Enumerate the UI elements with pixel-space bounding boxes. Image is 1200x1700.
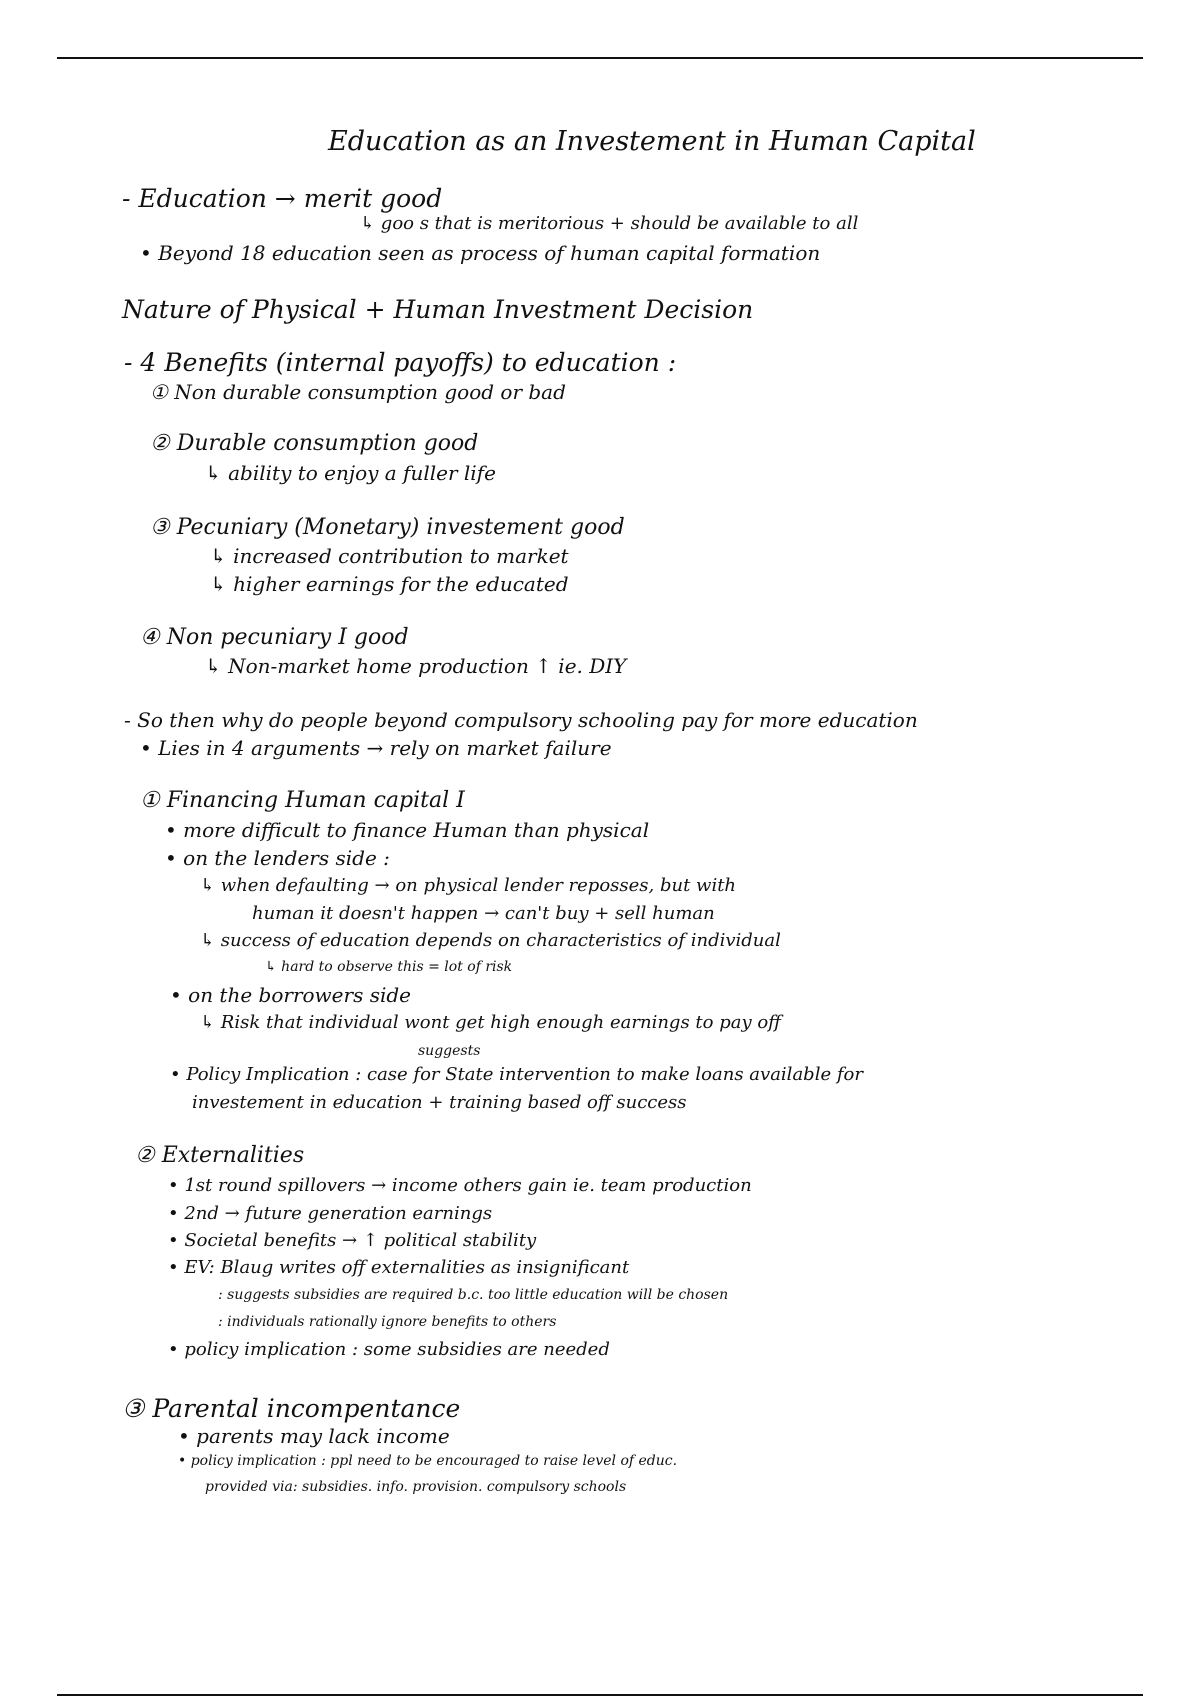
top-rule (57, 57, 1143, 59)
financing-lenders-1b: human it doesn't happen → can't buy + sell human (252, 903, 715, 924)
externalities-bullet-2: • 2nd → future generation earnings (168, 1203, 493, 1224)
externalities-bullet-4-sub-2: : individuals rationally ignore benefits to others (218, 1314, 557, 1330)
benefit-2: ② Durable consumption good (150, 431, 479, 456)
intro-line-3: • Beyond 18 education seen as process of human capital formation (140, 241, 821, 265)
bottom-rule (57, 1694, 1143, 1696)
parental-bullet-1: • parents may lack income (178, 1424, 450, 1448)
benefit-3: ③ Pecuniary (Monetary) investement good (150, 515, 625, 540)
externalities-bullet-5: • policy implication : some subsidies are needed (168, 1339, 610, 1360)
benefit-3-sub-2: ↳ higher earnings for the educated (210, 572, 569, 596)
intro-line-1: - Education → merit good (122, 184, 443, 213)
benefit-4-sub-1: ↳ Non-market home production ↑ ie. DIY (205, 654, 627, 678)
benefit-2-sub-1: ↳ ability to enjoy a fuller life (205, 461, 496, 485)
externalities-heading: ② Externalities (135, 1143, 305, 1168)
policy-line-2: investement in education + training based off success (192, 1092, 687, 1113)
financing-bullet-2: • on the lenders side : (165, 846, 390, 870)
benefit-3-sub-1: ↳ increased contribution to market (210, 544, 569, 568)
benefit-1: ① Non durable consumption good or bad (150, 380, 566, 404)
financing-lenders-2b: ↳ hard to observe this = lot of risk (265, 959, 513, 975)
policy-line-1: • Policy Implication : case for State intervention to make loans available for (170, 1064, 863, 1085)
nature-heading: Nature of Physical + Human Investment Decision (122, 295, 754, 324)
page-title: Education as an Investement in Human Capital (328, 126, 976, 157)
parental-heading: ③ Parental incompentance (122, 1394, 461, 1423)
why-line-1: - So then why do people beyond compulsory schooling pay for more education (124, 708, 918, 732)
financing-bullet-1: • more difficult to finance Human than physical (165, 818, 650, 842)
benefit-4: ④ Non pecuniary I good (140, 625, 409, 650)
parental-bullet-2b: provided via: subsidies. info. provision. compulsory schools (205, 1479, 627, 1495)
benefits-heading: - 4 Benefits (internal payoffs) to education : (124, 348, 677, 377)
parental-bullet-2: • policy implication : ppl need to be encouraged to raise level of educ. (178, 1453, 678, 1469)
suggests-annotation: suggests (418, 1043, 481, 1059)
externalities-bullet-4: • EV: Blaug writes off externalities as insignificant (168, 1257, 630, 1278)
financing-bullet-3: • on the borrowers side (170, 983, 411, 1007)
financing-heading: ① Financing Human capital I (140, 788, 465, 813)
externalities-bullet-4-sub-1: : suggests subsidies are required b.c. too little education will be chosen (218, 1287, 729, 1303)
financing-lenders-1: ↳ when defaulting → on physical lender reposses, but with (200, 875, 737, 896)
financing-borrowers-1: ↳ Risk that individual wont get high enough earnings to pay off (200, 1012, 781, 1033)
intro-line-2: ↳ goo s that is meritorious + should be available to all (360, 213, 859, 234)
externalities-bullet-1: • 1st round spillovers → income others gain ie. team production (168, 1175, 752, 1196)
externalities-bullet-3: • Societal benefits → ↑ political stability (168, 1230, 537, 1251)
financing-lenders-2: ↳ success of education depends on characteristics of individual (200, 930, 781, 951)
why-line-2: • Lies in 4 arguments → rely on market failure (140, 736, 612, 760)
